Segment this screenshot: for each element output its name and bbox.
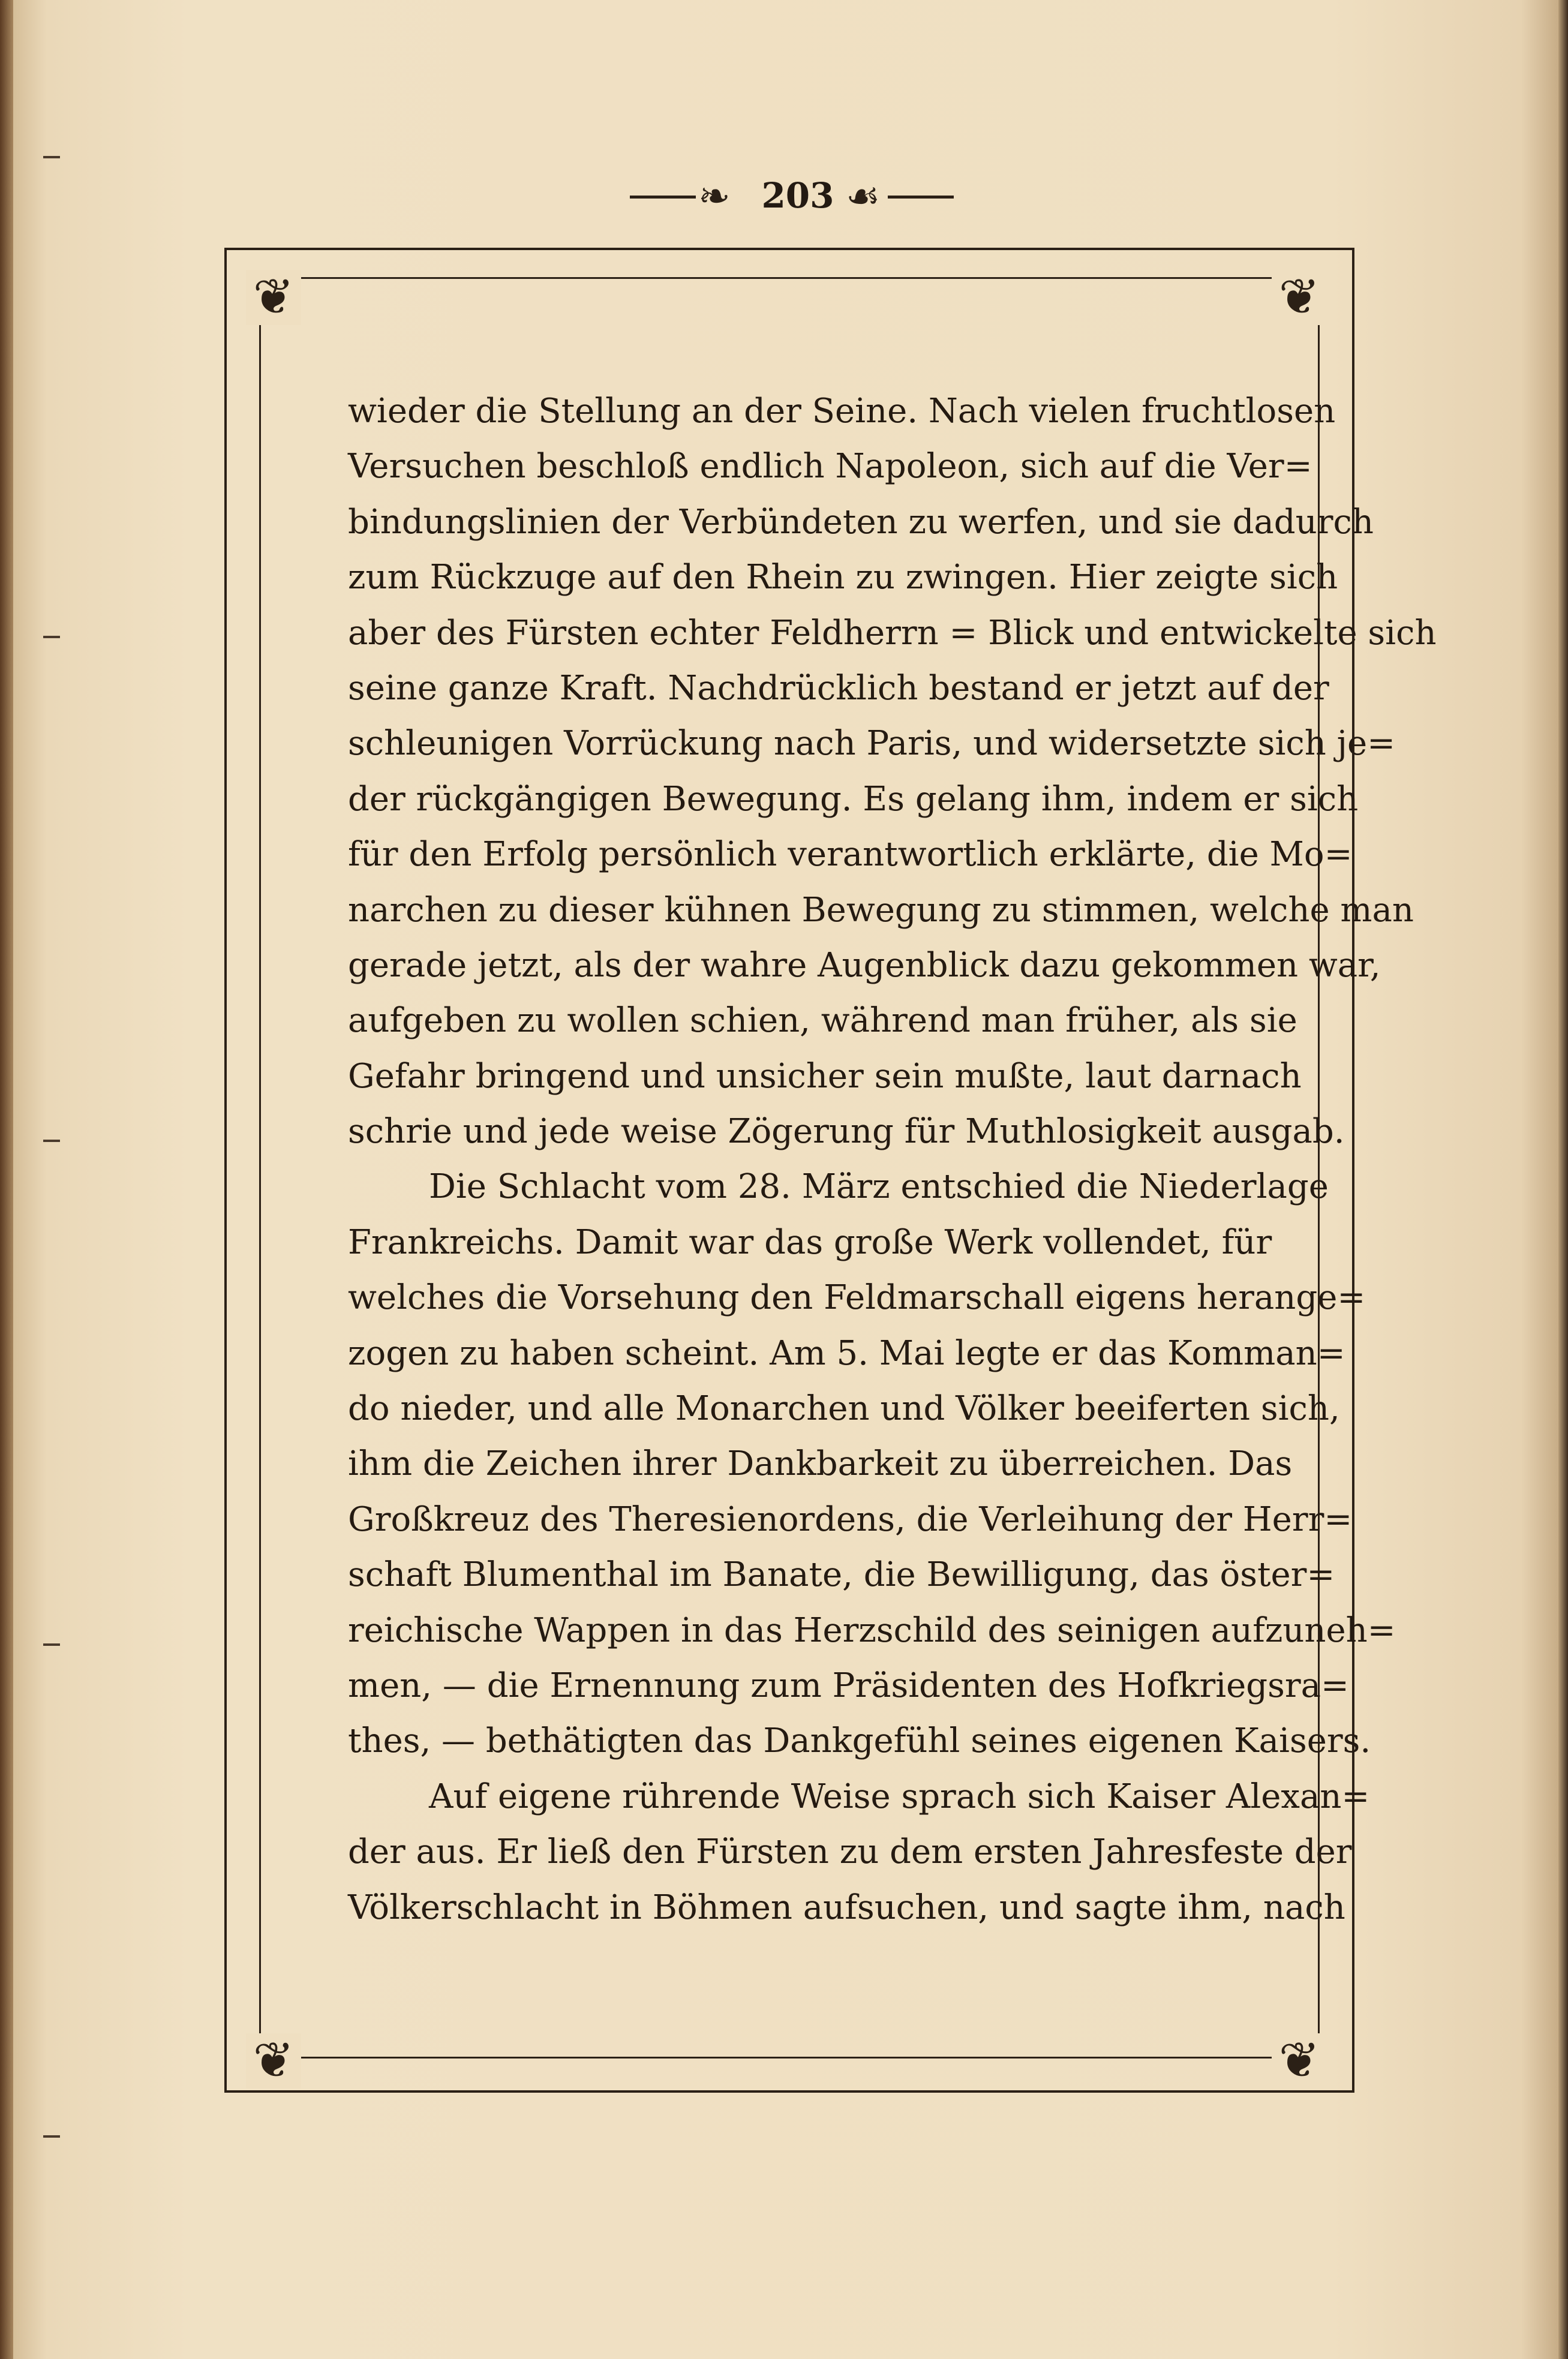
text-line: Versuchen beschloß endlich Napoleon, sich auf die Ver= [348, 447, 1312, 486]
text-line: Großkreuz des Theresienordens, die Verleihung der Herr= [348, 1499, 1353, 1539]
text-line: Die Schlacht vom 28. März entschied die Niederlage [429, 1167, 1329, 1207]
text-line: bindungslinien der Verbündeten zu werfen, und sie dadurch [348, 502, 1374, 542]
text-line: zum Rückzuge auf den Rhein zu zwingen. Hier zeigte sich [348, 558, 1338, 597]
gutter-mark [43, 2135, 60, 2138]
text-line: seine ganze Kraft. Nachdrücklich bestand er jetzt auf der [348, 668, 1329, 708]
text-line: ihm die Zeichen ihrer Dankbarkeit zu überreichen. Das [348, 1444, 1293, 1484]
text-line: do nieder, und alle Monarchen und Völker beeiferten sich, [348, 1389, 1340, 1429]
text-line: aufgeben zu wollen schien, während man früher, als sie [348, 1001, 1297, 1041]
corner-ornament-icon: ❦ [246, 270, 301, 325]
text-line: gerade jetzt, als der wahre Augenblick dazu gekommen war, [348, 945, 1381, 985]
text-line: schrie und jede weise Zögerung für Muthlosigkeit ausgab. [348, 1112, 1345, 1152]
gutter-mark [43, 156, 60, 158]
text-line: Frankreichs. Damit war das große Werk vollendet, für [348, 1222, 1272, 1262]
text-line: zogen zu haben scheint. Am 5. Mai legte er das Komman= [348, 1333, 1345, 1373]
text-line: welches die Vorsehung den Feldmarschall eigens herange= [348, 1278, 1366, 1318]
page-edge [1558, 0, 1568, 2359]
text-line: thes, — bethätigten das Dankgefühl seines eigenen Kaisers. [348, 1721, 1371, 1761]
text-line: schaft Blumenthal im Banate, die Bewilligung, das öster= [348, 1555, 1335, 1595]
body-text [348, 384, 1437, 1936]
gutter-mark [43, 636, 60, 638]
text-line: Auf eigene rührende Weise sprach sich Kaiser Alexan= [429, 1777, 1370, 1816]
corner-ornament-icon: ❦ [1272, 2033, 1327, 2088]
text-line: narchen zu dieser kühnen Bewegung zu stimmen, welche man [348, 890, 1414, 930]
page-number: 203 [761, 175, 834, 216]
text-line: wieder die Stellung an der Seine. Nach vielen fruchtlosen [348, 392, 1336, 431]
text-line: Völkerschlacht in Böhmen aufsuchen, und sagte ihm, nach [348, 1888, 1345, 1927]
binding-spine [0, 0, 13, 2359]
text-line: men, — die Ernennung zum Präsidenten des Hofkriegsra= [348, 1666, 1349, 1705]
gutter-mark [43, 1140, 60, 1142]
text-line: reichische Wappen in das Herzschild des seinigen aufzuneh= [348, 1610, 1396, 1650]
ornament-left-icon: ❧ [698, 175, 731, 219]
page-header [630, 173, 954, 221]
text-line: der aus. Er ließ den Fürsten zu dem ersten Jahresfeste der [348, 1832, 1352, 1872]
text-line: der rückgängigen Bewegung. Es gelang ihm, indem er sich [348, 779, 1359, 819]
header-rule-left [630, 196, 696, 199]
header-rule-right [888, 196, 954, 199]
text-line: Gefahr bringend und unsicher sein mußte, laut darnach [348, 1056, 1302, 1096]
ornament-right-icon: ☙ [846, 175, 881, 219]
gutter-mark [43, 1643, 60, 1646]
corner-ornament-icon: ❦ [246, 2033, 301, 2088]
text-line: für den Erfolg persönlich verantwortlich erklärte, die Mo= [348, 835, 1353, 875]
text-line: aber des Fürsten echter Feldherrn = Blick und entwickelte sich [348, 613, 1437, 653]
corner-ornament-icon: ❦ [1272, 270, 1327, 325]
text-line: schleunigen Vorrückung nach Paris, und widersetzte sich je= [348, 724, 1396, 764]
